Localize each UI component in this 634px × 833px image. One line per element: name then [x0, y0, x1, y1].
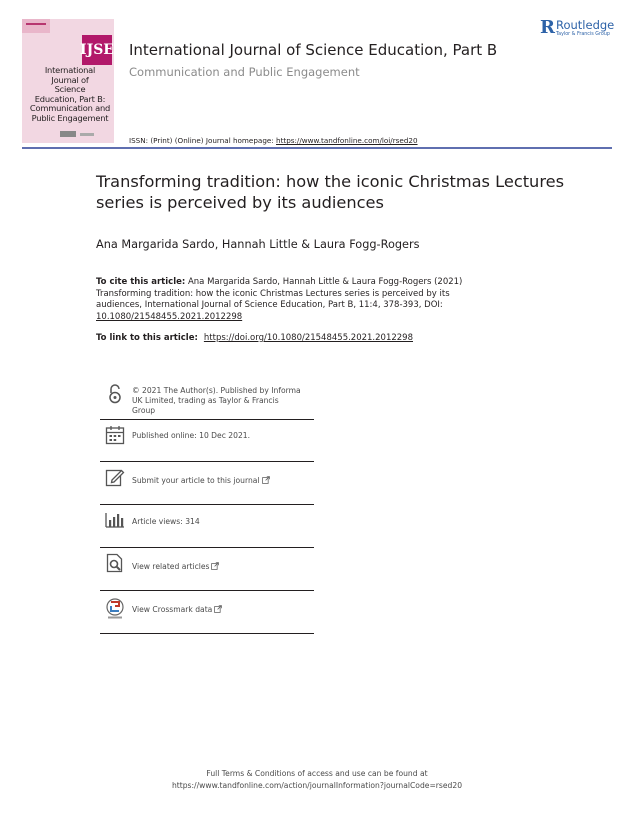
- citation-label: To cite this article:: [96, 277, 186, 287]
- edit-icon: [104, 467, 126, 487]
- article-views: Article views: 314: [132, 517, 200, 526]
- cover-strip-line: [26, 23, 46, 25]
- journal-title: International Journal of Science Education, Part B: [129, 41, 498, 59]
- cover-publisher-mark-small: [80, 133, 94, 136]
- citation-text: Ana Margarida Sardo, Hannah Little & Laura Fogg-Rogers (2021) Transforming tradition: how the iconic Christmas Lectures series is perceived by its audiences, International Journal of Science Education, Part B, 11:4, 378-393, DOI:: [96, 277, 463, 310]
- link-label: To link to this article:: [96, 333, 198, 343]
- bar-chart-icon: [104, 512, 126, 528]
- cover-title-line: International: [44, 65, 96, 75]
- cover-title-line: Journal of: [51, 74, 89, 85]
- cover-title: [25, 66, 114, 124]
- footer-terms: [0, 768, 634, 791]
- external-link-icon: [262, 476, 270, 484]
- article-authors: Ana Margarida Sardo, Hannah Little & Laura Fogg-Rogers: [96, 238, 420, 251]
- crossmark-link[interactable]: [132, 605, 222, 615]
- related-articles-link[interactable]: [132, 562, 219, 572]
- crossmark-icon: [104, 598, 126, 620]
- cover-publisher-mark: [60, 131, 76, 137]
- crossmark-row[interactable]: [100, 591, 314, 634]
- cover-title-line: Communication and: [29, 103, 111, 114]
- citation-block: [96, 277, 496, 323]
- license-line: Group: [132, 406, 156, 415]
- header-divider: [22, 147, 612, 149]
- footer-journal-link[interactable]: https://www.tandfonline.com/action/journalInformation?journalCode=rsed20: [171, 780, 463, 790]
- article-link-line: [96, 333, 413, 343]
- journal-subtitle: Communication and Public Engagement: [129, 65, 360, 79]
- external-link-icon: [214, 605, 222, 613]
- publisher-name: Routledge: [556, 18, 615, 32]
- routledge-r-icon: R: [540, 17, 555, 38]
- external-link-icon: [211, 562, 219, 570]
- issn-text: ISSN: (Print) (Online) Journal homepage:: [129, 136, 277, 145]
- article-doi-link[interactable]: https://doi.org/10.1080/21548455.2021.2012298: [203, 333, 413, 343]
- journal-homepage-link[interactable]: https://www.tandfonline.com/loi/rsed20: [276, 136, 418, 145]
- cover-title-line: Public Engagement: [31, 112, 109, 123]
- license-text: [132, 386, 301, 416]
- published-date: Published online: 10 Dec 2021.: [132, 431, 251, 440]
- citation-doi: 10.1080/21548455.2021.2012298: [96, 311, 243, 322]
- license-line: UK Limited, trading as Taylor & Francis: [132, 396, 279, 405]
- issn-line: [129, 136, 418, 145]
- crossmark-label: View Crossmark data: [132, 605, 213, 614]
- open-access-icon: [104, 384, 126, 404]
- publisher-subname: Taylor & Francis Group: [556, 32, 610, 37]
- journal-cover-thumbnail: [22, 19, 114, 143]
- cover-top-strip: [22, 19, 50, 33]
- license-line: © 2021 The Author(s). Published by Informa: [132, 386, 301, 395]
- cover-title-line: Science: [54, 84, 86, 95]
- footer-line: Full Terms & Conditions of access and use can be found at: [206, 769, 428, 778]
- published-row: [100, 420, 314, 462]
- submit-label: Submit your article to this journal: [132, 476, 260, 485]
- license-row: [100, 382, 314, 420]
- search-document-icon: [104, 553, 126, 573]
- cover-logo: IJSE: [82, 35, 112, 65]
- calendar-icon: [104, 425, 126, 445]
- routledge-logo: [540, 17, 620, 41]
- cover-title-line: Education, Part B:: [34, 93, 106, 104]
- submit-article-link[interactable]: [132, 476, 270, 486]
- related-label: View related articles: [132, 562, 210, 571]
- views-row: [100, 505, 314, 548]
- submit-row[interactable]: [100, 462, 314, 505]
- related-row[interactable]: [100, 548, 314, 591]
- article-title: Transforming tradition: how the iconic Christmas Lectures series is perceived by its audiences: [96, 172, 565, 212]
